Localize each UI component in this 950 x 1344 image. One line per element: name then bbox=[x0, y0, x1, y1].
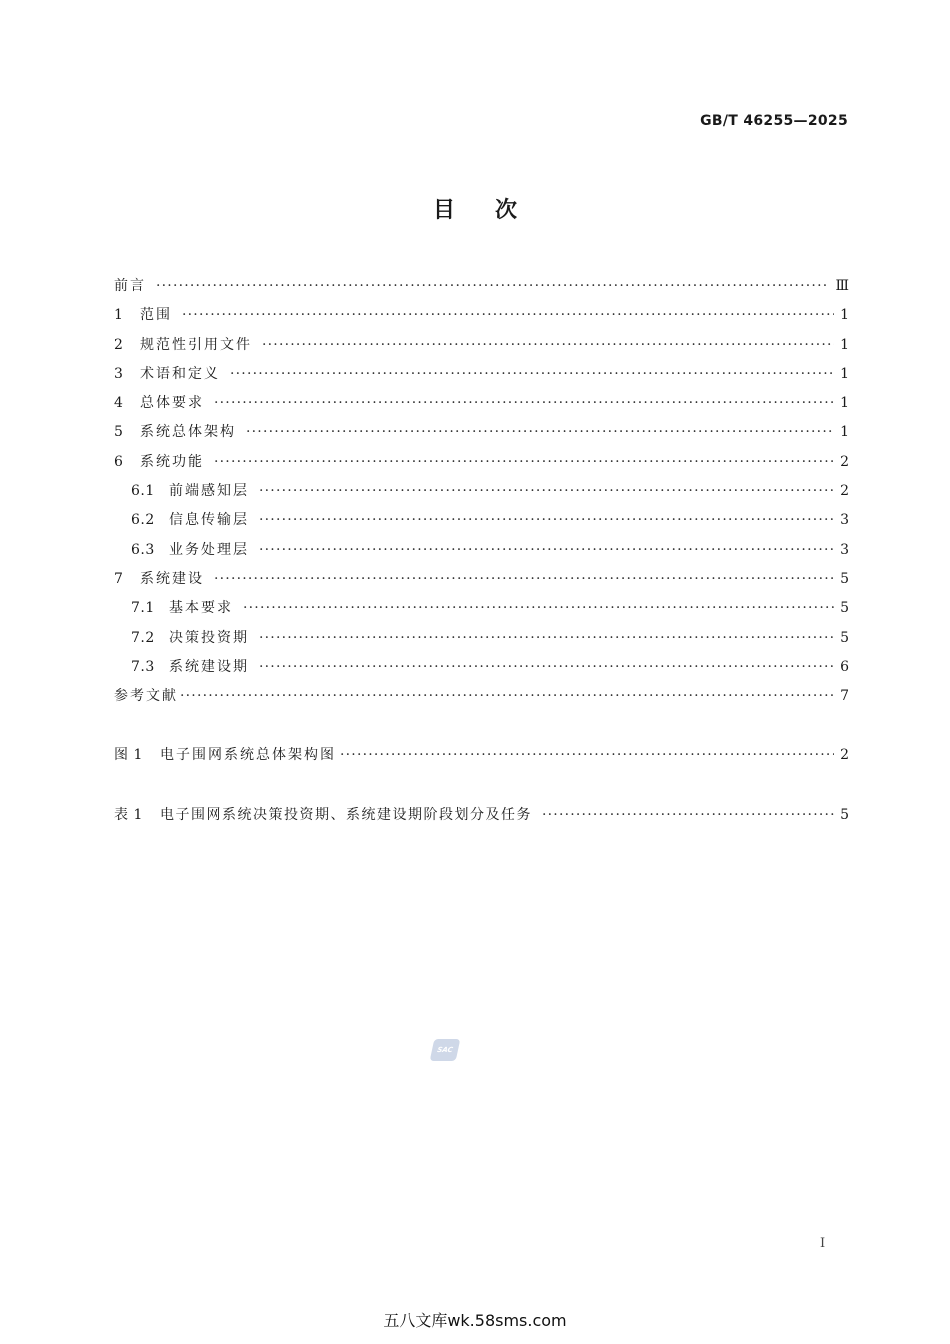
toc-entry-7[interactable] bbox=[114, 565, 849, 594]
toc-entry-label: 前端感知层 bbox=[169, 483, 249, 500]
leader-dots bbox=[230, 360, 834, 389]
toc-entry-page: 3 bbox=[840, 512, 849, 529]
toc-entry-number: 7 bbox=[114, 570, 124, 587]
leader-dots bbox=[246, 418, 834, 447]
toc-entry-number: 6.2 bbox=[131, 512, 155, 529]
toc-entry-page: 1 bbox=[840, 336, 849, 353]
toc-entry-number: 图 1 bbox=[114, 747, 143, 764]
toc-entry-label: 基本要求 bbox=[169, 600, 233, 617]
toc-entry-number: 7.1 bbox=[131, 600, 155, 617]
site-footer-link[interactable]: 五八文库wk.58sms.com bbox=[383, 1311, 567, 1330]
toc-entry-label: 术语和定义 bbox=[140, 365, 220, 382]
toc-entry-number: 7.3 bbox=[131, 658, 155, 675]
toc-entry-number: 6.3 bbox=[131, 541, 155, 558]
toc-entry-page: 1 bbox=[840, 395, 849, 412]
toc-entry-label: 决策投资期 bbox=[169, 629, 249, 646]
toc-entry-page: 2 bbox=[840, 453, 849, 470]
toc-entry-7-2[interactable] bbox=[114, 624, 849, 653]
toc-entry-page: 6 bbox=[840, 658, 849, 675]
leader-dots bbox=[259, 653, 834, 682]
toc-entry-table-1[interactable] bbox=[114, 801, 849, 830]
leader-dots bbox=[340, 741, 834, 770]
leader-dots bbox=[156, 272, 829, 301]
toc-entry-number: 3 bbox=[114, 365, 124, 382]
toc-entry-foreword[interactable] bbox=[114, 272, 849, 301]
leader-dots bbox=[180, 682, 834, 711]
toc-entry-4[interactable] bbox=[114, 389, 849, 418]
toc-entry-label: 电子围网系统决策投资期、系统建设期阶段划分及任务 bbox=[160, 806, 532, 823]
toc-entry-label: 信息传输层 bbox=[169, 512, 249, 529]
toc-entry-label: 范围 bbox=[140, 307, 172, 324]
leader-dots bbox=[243, 594, 834, 623]
leader-dots bbox=[259, 506, 834, 535]
toc-entry-number: 5 bbox=[114, 424, 124, 441]
toc-entry-page: 7 bbox=[840, 688, 849, 705]
toc-entry-label: 参考文献 bbox=[114, 688, 178, 705]
toc-entry-page: 1 bbox=[840, 307, 849, 324]
leader-dots bbox=[214, 389, 834, 418]
leader-dots bbox=[542, 801, 834, 830]
toc-entry-figure-1[interactable] bbox=[114, 741, 849, 770]
leader-dots bbox=[214, 448, 834, 477]
page-title: 目次 bbox=[432, 198, 557, 223]
toc-entry-1[interactable] bbox=[114, 301, 849, 330]
toc-entry-5[interactable] bbox=[114, 418, 849, 447]
toc-entry-label: 总体要求 bbox=[140, 395, 204, 412]
toc-entry-7-1[interactable] bbox=[114, 594, 849, 623]
toc-entry-3[interactable] bbox=[114, 360, 849, 389]
toc-entry-page: 2 bbox=[840, 747, 849, 764]
toc-entry-label: 电子围网系统总体架构图 bbox=[160, 747, 336, 764]
page-number: I bbox=[820, 1236, 826, 1251]
toc-entry-number: 2 bbox=[114, 336, 124, 353]
leader-dots bbox=[214, 565, 834, 594]
toc-entry-page: 5 bbox=[840, 629, 849, 646]
leader-dots bbox=[182, 301, 834, 330]
toc-entry-2[interactable] bbox=[114, 331, 849, 360]
toc-entry-bibliography[interactable] bbox=[114, 682, 849, 711]
toc-entry-number: 1 bbox=[114, 307, 124, 324]
leader-dots bbox=[259, 477, 834, 506]
toc-entry-page: Ⅲ bbox=[835, 278, 849, 294]
leader-dots bbox=[259, 624, 834, 653]
toc-entry-6-1[interactable] bbox=[114, 477, 849, 506]
table-of-contents bbox=[114, 272, 849, 830]
leader-dots bbox=[259, 536, 834, 565]
toc-entry-number: 6.1 bbox=[131, 483, 155, 500]
toc-entry-6-3[interactable] bbox=[114, 536, 849, 565]
toc-entry-page: 5 bbox=[840, 570, 849, 587]
toc-entry-6-2[interactable] bbox=[114, 506, 849, 535]
toc-entry-label: 业务处理层 bbox=[169, 541, 249, 558]
toc-entry-label: 系统建设期 bbox=[169, 658, 249, 675]
toc-entry-6[interactable] bbox=[114, 448, 849, 477]
toc-entry-page: 5 bbox=[840, 600, 849, 617]
toc-entry-number: 4 bbox=[114, 395, 124, 412]
toc-entry-page: 1 bbox=[840, 365, 849, 382]
toc-entry-page: 3 bbox=[840, 541, 849, 558]
toc-entry-7-3[interactable] bbox=[114, 653, 849, 682]
toc-entry-page: 2 bbox=[840, 483, 849, 500]
toc-entry-number: 6 bbox=[114, 453, 124, 470]
toc-entry-label: 系统功能 bbox=[140, 453, 204, 470]
sac-watermark-logo: SAC bbox=[430, 1039, 461, 1061]
leader-dots bbox=[262, 331, 834, 360]
toc-entry-label: 规范性引用文件 bbox=[140, 336, 252, 353]
toc-entry-label: 前言 bbox=[114, 278, 146, 294]
toc-entry-label: 系统总体架构 bbox=[140, 424, 236, 441]
toc-entry-page: 5 bbox=[840, 806, 849, 823]
toc-entry-number: 表 1 bbox=[114, 806, 143, 823]
toc-entry-page: 1 bbox=[840, 424, 849, 441]
toc-entry-number: 7.2 bbox=[131, 629, 155, 646]
standard-code: GB/T 46255—2025 bbox=[700, 113, 848, 129]
toc-entry-label: 系统建设 bbox=[140, 570, 204, 587]
